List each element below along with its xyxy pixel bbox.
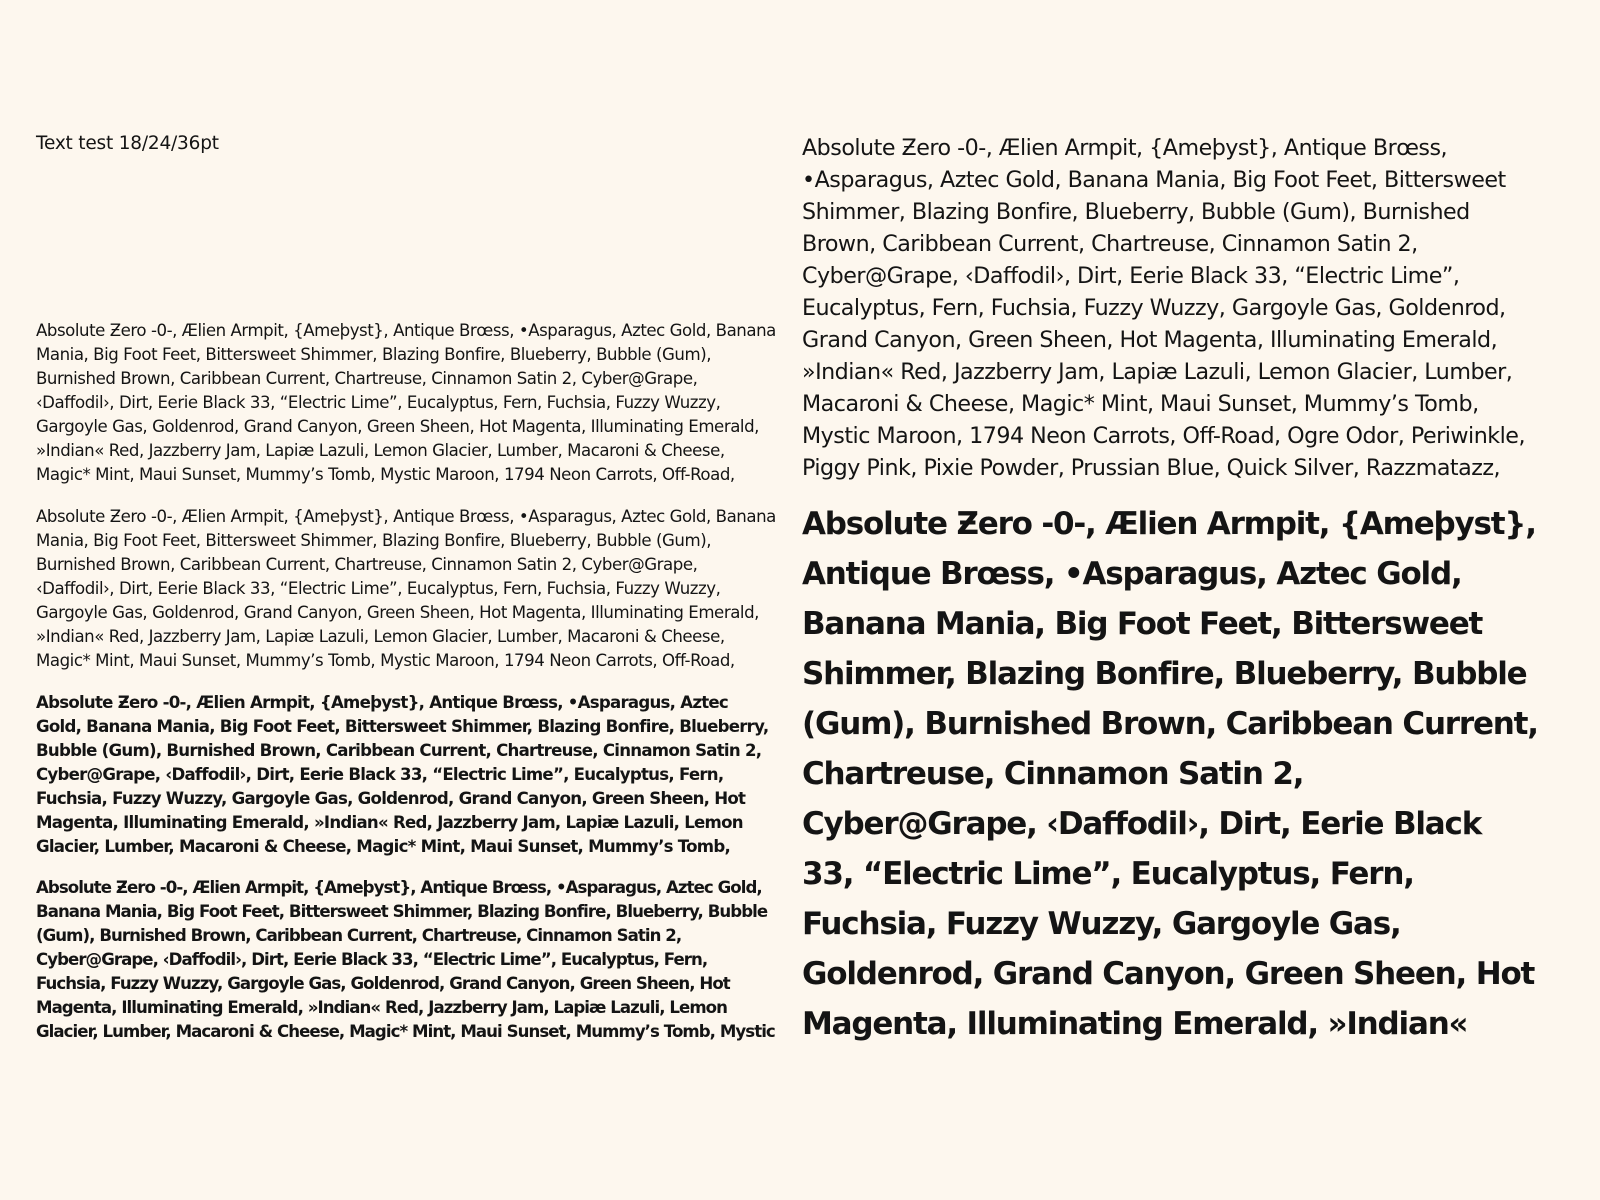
specimen-18pt-medium: Absolute Ƶero -0-, Ælien Armpit, {Ameþyst}, Antique Brœss, •Asparagus, Aztec Gold, Banana Mania, Big Foot Feet, Bittersweet Shimmer, Blazing Bonfire, Blueberry, Bubble (Gum), Burnished Brown, Caribbean Current, Chartreuse, Cinnamon Satin 2, Cyber@Grape, ‹Daffodil›, Dirt, Eerie Black 33, “Electric Lime”, Eucalyptus, Fern, Fuchsia, Fuzzy Wuzzy, Gargoyle Gas, Goldenrod, Grand Canyon, Green Sheen, Hot Magenta, Illuminating Emerald, »Indian« Red, Jazzberry Jam, Lapiæ Lazuli, Lemon Glacier, Lumber, Macaroni & Cheese, Magic* Mint, Maui Sunset, Mummy’s Tomb, Mystic Maroon, 1794 Neon Carrots, Off-Road, xyxy=(36,507,776,670)
specimen-18pt-semibold: Absolute Ƶero -0-, Ælien Armpit, {Ameþyst}, Antique Brœss, •Asparagus, Aztec Gold, Banana Mania, Big Foot Feet, Bittersweet Shimmer, Blazing Bonfire, Blueberry, Bubble (Gum), Burnished Brown, Caribbean Current, Chartreuse, Cinnamon Satin 2, Cyber@Grape, ‹Daffodil›, Dirt, Eerie Black 33, “Electric Lime”, Eucalyptus, Fern, Fuchsia, Fuzzy Wuzzy, Gargoyle Gas, Goldenrod, Grand Canyon, Green Sheen, Hot Magenta, Illuminating Emerald, »Indian« Red, Jazzberry Jam, Lapiæ Lazuli, Lemon Glacier, Lumber, Macaroni & Cheese, Magic* Mint, Maui Sunset, Mummy’s Tomb, xyxy=(36,693,769,856)
specimen-18pt-regular: Absolute Ƶero -0-, Ælien Armpit, {Ameþyst}, Antique Brœss, •Asparagus, Aztec Gold, Banana Mania, Big Foot Feet, Bittersweet Shimmer, Blazing Bonfire, Blueberry, Bubble (Gum), Burnished Brown, Caribbean Current, Chartreuse, Cinnamon Satin 2, Cyber@Grape, ‹Daffodil›, Dirt, Eerie Black 33, “Electric Lime”, Eucalyptus, Fern, Fuchsia, Fuzzy Wuzzy, Gargoyle Gas, Goldenrod, Grand Canyon, Green Sheen, Hot Magenta, Illuminating Emerald, »Indian« Red, Jazzberry Jam, Lapiæ Lazuli, Lemon Glacier, Lumber, Macaroni & Cheese, Magic* Mint, Maui Sunset, Mummy’s Tomb, Mystic Maroon, 1794 Neon Carrots, Off-Road, xyxy=(36,321,776,484)
specimen-36pt-black: Absolute Ƶero -0-, Ælien Armpit, {Ameþyst}, Antique Brœss, •Asparagus, Aztec Gold, Banana Mania, Big Foot Feet, Bittersweet Shimmer, Blazing Bonfire, Blueberry, Bubble (Gum), Burnished Brown, Caribbean Current, Chartreuse, Cinnamon Satin 2, Cyber@Grape, ‹Daffodil›, Dirt, Eerie Black 33, “Electric Lime”, Eucalyptus, Fern, Fuchsia, Fuzzy Wuzzy, Gargoyle Gas, Goldenrod, Grand Canyon, Green Sheen, Hot Magenta, Illuminating Emerald, »Indian« xyxy=(802,506,1538,1042)
page-caption: Text test 18/24/36pt xyxy=(36,133,219,154)
specimen-18pt-bold: Absolute Ƶero -0-, Ælien Armpit, {Ameþyst}, Antique Brœss, •Asparagus, Aztec Gold, Banana Mania, Big Foot Feet, Bittersweet Shimmer, Blazing Bonfire, Blueberry, Bubble (Gum), Burnished Brown, Caribbean Current, Chartreuse, Cinnamon Satin 2, Cyber@Grape, ‹Daffodil›, Dirt, Eerie Black 33, “Electric Lime”, Eucalyptus, Fern, Fuchsia, Fuzzy Wuzzy, Gargoyle Gas, Goldenrod, Grand Canyon, Green Sheen, Hot Magenta, Illuminating Emerald, »Indian« Red, Jazzberry Jam, Lapiæ Lazuli, Lemon Glacier, Lumber, Macaroni & Cheese, Magic* Mint, Maui Sunset, Mummy’s Tomb, Mystic xyxy=(36,878,775,1041)
specimen-24pt-regular: Absolute Ƶero -0-, Ælien Armpit, {Ameþyst}, Antique Brœss, •Asparagus, Aztec Gold, Banana Mania, Big Foot Feet, Bittersweet Shimmer, Blazing Bonfire, Blueberry, Bubble (Gum), Burnished Brown, Caribbean Current, Chartreuse, Cinnamon Satin 2, Cyber@Grape, ‹Daffodil›, Dirt, Eerie Black 33, “Electric Lime”, Eucalyptus, Fern, Fuchsia, Fuzzy Wuzzy, Gargoyle Gas, Goldenrod, Grand Canyon, Green Sheen, Hot Magenta, Illuminating Emerald, »Indian« Red, Jazzberry Jam, Lapiæ Lazuli, Lemon Glacier, Lumber, Macaroni & Cheese, Magic* Mint, Maui Sunset, Mummy’s Tomb, Mystic Maroon, 1794 Neon Carrots, Off-Road, Ogre Odor, Periwinkle, Piggy Pink, Pixie Powder, Prussian Blue, Quick Silver, Razzmatazz, xyxy=(802,135,1525,481)
